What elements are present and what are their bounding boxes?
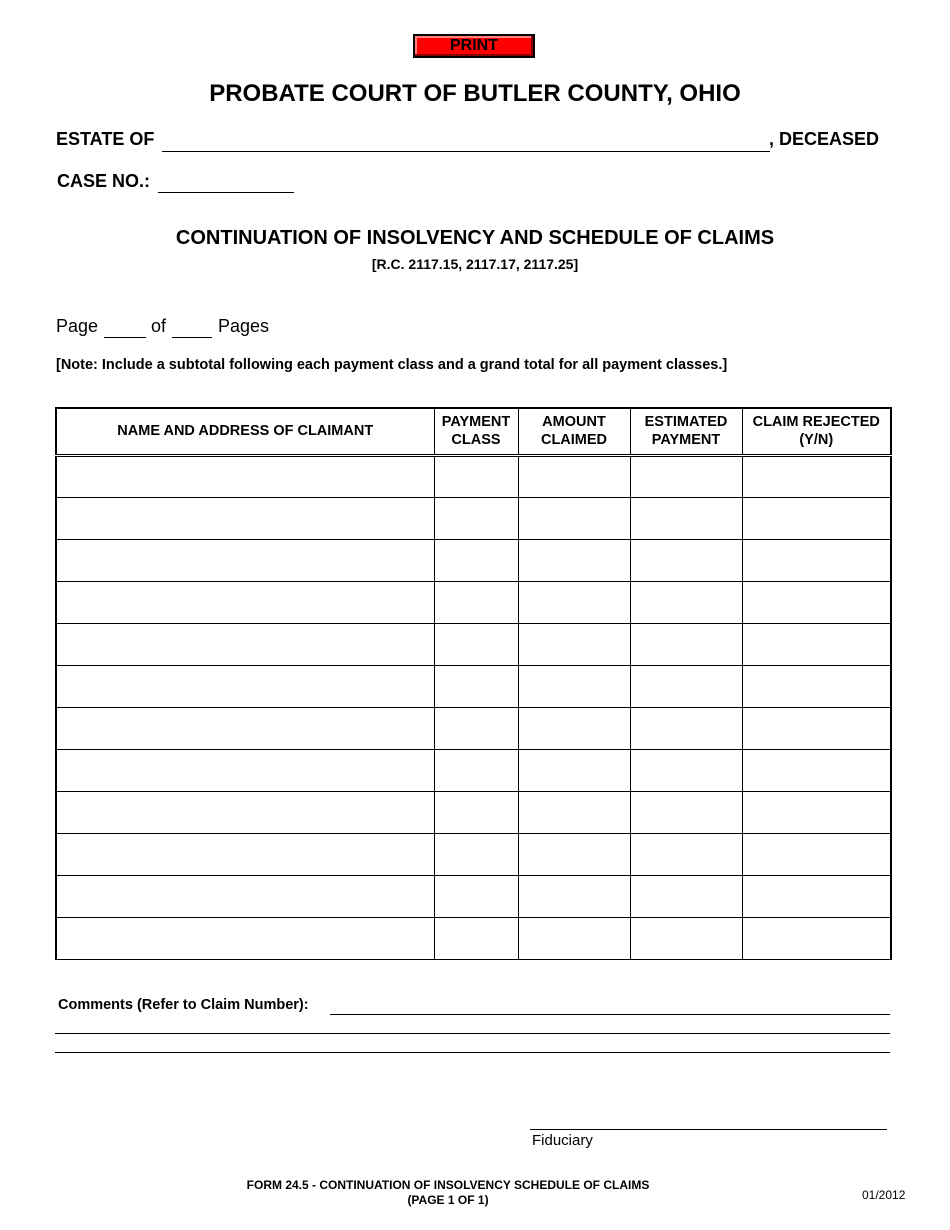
case-number-label: CASE NO.: — [57, 171, 151, 191]
claimant-cell[interactable] — [56, 497, 434, 539]
payment-class-cell[interactable] — [434, 707, 518, 749]
amount-claimed-cell[interactable] — [518, 833, 630, 875]
table-row — [56, 833, 891, 875]
page-number-field[interactable] — [104, 318, 146, 338]
claim-rejected-cell[interactable] — [742, 875, 891, 917]
payment-class-cell[interactable] — [434, 665, 518, 707]
amount-claimed-cell[interactable] — [518, 581, 630, 623]
estimated-payment-cell[interactable] — [630, 455, 742, 497]
header-estimated-payment: ESTIMATED PAYMENT — [630, 408, 742, 455]
table-row — [56, 581, 891, 623]
estimated-payment-cell[interactable] — [630, 497, 742, 539]
header-amount-claimed: AMOUNT CLAIMED — [518, 408, 630, 455]
estate-label: ESTATE OF — [56, 129, 155, 149]
claim-rejected-cell[interactable] — [742, 707, 891, 749]
claim-rejected-cell[interactable] — [742, 833, 891, 875]
table-row — [56, 539, 891, 581]
estimated-payment-cell[interactable] — [630, 833, 742, 875]
claimant-cell[interactable] — [56, 665, 434, 707]
claims-table — [55, 407, 892, 960]
claimant-cell[interactable] — [56, 581, 434, 623]
claimant-cell[interactable] — [56, 749, 434, 791]
estimated-payment-cell[interactable] — [630, 707, 742, 749]
table-row — [56, 623, 891, 665]
estimated-payment-cell[interactable] — [630, 749, 742, 791]
header-claimant: NAME AND ADDRESS OF CLAIMANT — [56, 408, 434, 455]
claimant-cell[interactable] — [56, 875, 434, 917]
claim-rejected-cell[interactable] — [742, 917, 891, 959]
amount-claimed-cell[interactable] — [518, 665, 630, 707]
payment-class-cell[interactable] — [434, 623, 518, 665]
claim-rejected-cell[interactable] — [742, 665, 891, 707]
estimated-payment-cell[interactable] — [630, 581, 742, 623]
header-payment-class: PAYMENT CLASS — [434, 408, 518, 455]
deceased-label: , DECEASED — [769, 129, 880, 149]
claim-rejected-cell[interactable] — [742, 623, 891, 665]
amount-claimed-cell[interactable] — [518, 749, 630, 791]
of-label: of — [151, 316, 167, 336]
estate-name-field[interactable] — [162, 131, 770, 152]
court-title: PROBATE COURT OF BUTLER COUNTY, OHIO — [209, 80, 741, 107]
claimant-cell[interactable] — [56, 917, 434, 959]
fiduciary-signature-line[interactable] — [530, 1110, 887, 1130]
claim-rejected-cell[interactable] — [742, 455, 891, 497]
table-row — [56, 917, 891, 959]
revision-date: 01/2012 — [862, 1188, 906, 1202]
table-row — [56, 665, 891, 707]
payment-class-cell[interactable] — [434, 497, 518, 539]
footer-form-title: FORM 24.5 - CONTINUATION OF INSOLVENCY SCHEDULE OF CLAIMS — [246, 1178, 650, 1192]
claimant-cell[interactable] — [56, 539, 434, 581]
table-header-row — [56, 408, 891, 455]
payment-class-cell[interactable] — [434, 581, 518, 623]
table-row — [56, 497, 891, 539]
claim-rejected-cell[interactable] — [742, 581, 891, 623]
comments-label: Comments (Refer to Claim Number): — [58, 997, 309, 1013]
estimated-payment-cell[interactable] — [630, 539, 742, 581]
page-label: Page — [56, 316, 99, 336]
subtotal-note: [Note: Include a subtotal following each payment class and a grand total for all payment classes.] — [56, 357, 728, 373]
comments-field-line-1[interactable] — [330, 995, 890, 1015]
payment-class-cell[interactable] — [434, 875, 518, 917]
header-claim-rejected: CLAIM REJECTED (Y/N) — [742, 408, 891, 455]
payment-class-cell[interactable] — [434, 749, 518, 791]
payment-class-cell[interactable] — [434, 833, 518, 875]
fiduciary-label: Fiduciary — [532, 1132, 593, 1149]
claimant-cell[interactable] — [56, 791, 434, 833]
claimant-cell[interactable] — [56, 623, 434, 665]
table-row — [56, 791, 891, 833]
claim-rejected-cell[interactable] — [742, 749, 891, 791]
statute-reference: [R.C. 2117.15, 2117.17, 2117.25] — [371, 256, 579, 272]
payment-class-cell[interactable] — [434, 455, 518, 497]
claimant-cell[interactable] — [56, 455, 434, 497]
payment-class-cell[interactable] — [434, 539, 518, 581]
total-pages-field[interactable] — [172, 318, 212, 338]
amount-claimed-cell[interactable] — [518, 623, 630, 665]
claim-rejected-cell[interactable] — [742, 497, 891, 539]
claim-rejected-cell[interactable] — [742, 791, 891, 833]
print-button[interactable]: PRINT — [413, 34, 535, 58]
table-row — [56, 455, 891, 497]
table-row — [56, 707, 891, 749]
payment-class-cell[interactable] — [434, 791, 518, 833]
estimated-payment-cell[interactable] — [630, 791, 742, 833]
estimated-payment-cell[interactable] — [630, 665, 742, 707]
footer-page-count: (PAGE 1 OF 1) — [407, 1193, 489, 1207]
amount-claimed-cell[interactable] — [518, 497, 630, 539]
form-title: CONTINUATION OF INSOLVENCY AND SCHEDULE OF CLAIMS — [175, 227, 775, 249]
table-row — [56, 875, 891, 917]
amount-claimed-cell[interactable] — [518, 707, 630, 749]
amount-claimed-cell[interactable] — [518, 917, 630, 959]
claimant-cell[interactable] — [56, 833, 434, 875]
amount-claimed-cell[interactable] — [518, 455, 630, 497]
claimant-cell[interactable] — [56, 707, 434, 749]
table-row — [56, 749, 891, 791]
estimated-payment-cell[interactable] — [630, 917, 742, 959]
form-footer — [0, 1178, 896, 1208]
amount-claimed-cell[interactable] — [518, 539, 630, 581]
amount-claimed-cell[interactable] — [518, 875, 630, 917]
pages-label: Pages — [218, 316, 270, 336]
case-number-field[interactable] — [158, 172, 294, 193]
payment-class-cell[interactable] — [434, 917, 518, 959]
estimated-payment-cell[interactable] — [630, 623, 742, 665]
estimated-payment-cell[interactable] — [630, 875, 742, 917]
claim-rejected-cell[interactable] — [742, 539, 891, 581]
amount-claimed-cell[interactable] — [518, 791, 630, 833]
comments-field-line-3[interactable] — [55, 1033, 890, 1053]
comments-field-line-2[interactable] — [55, 1014, 890, 1034]
